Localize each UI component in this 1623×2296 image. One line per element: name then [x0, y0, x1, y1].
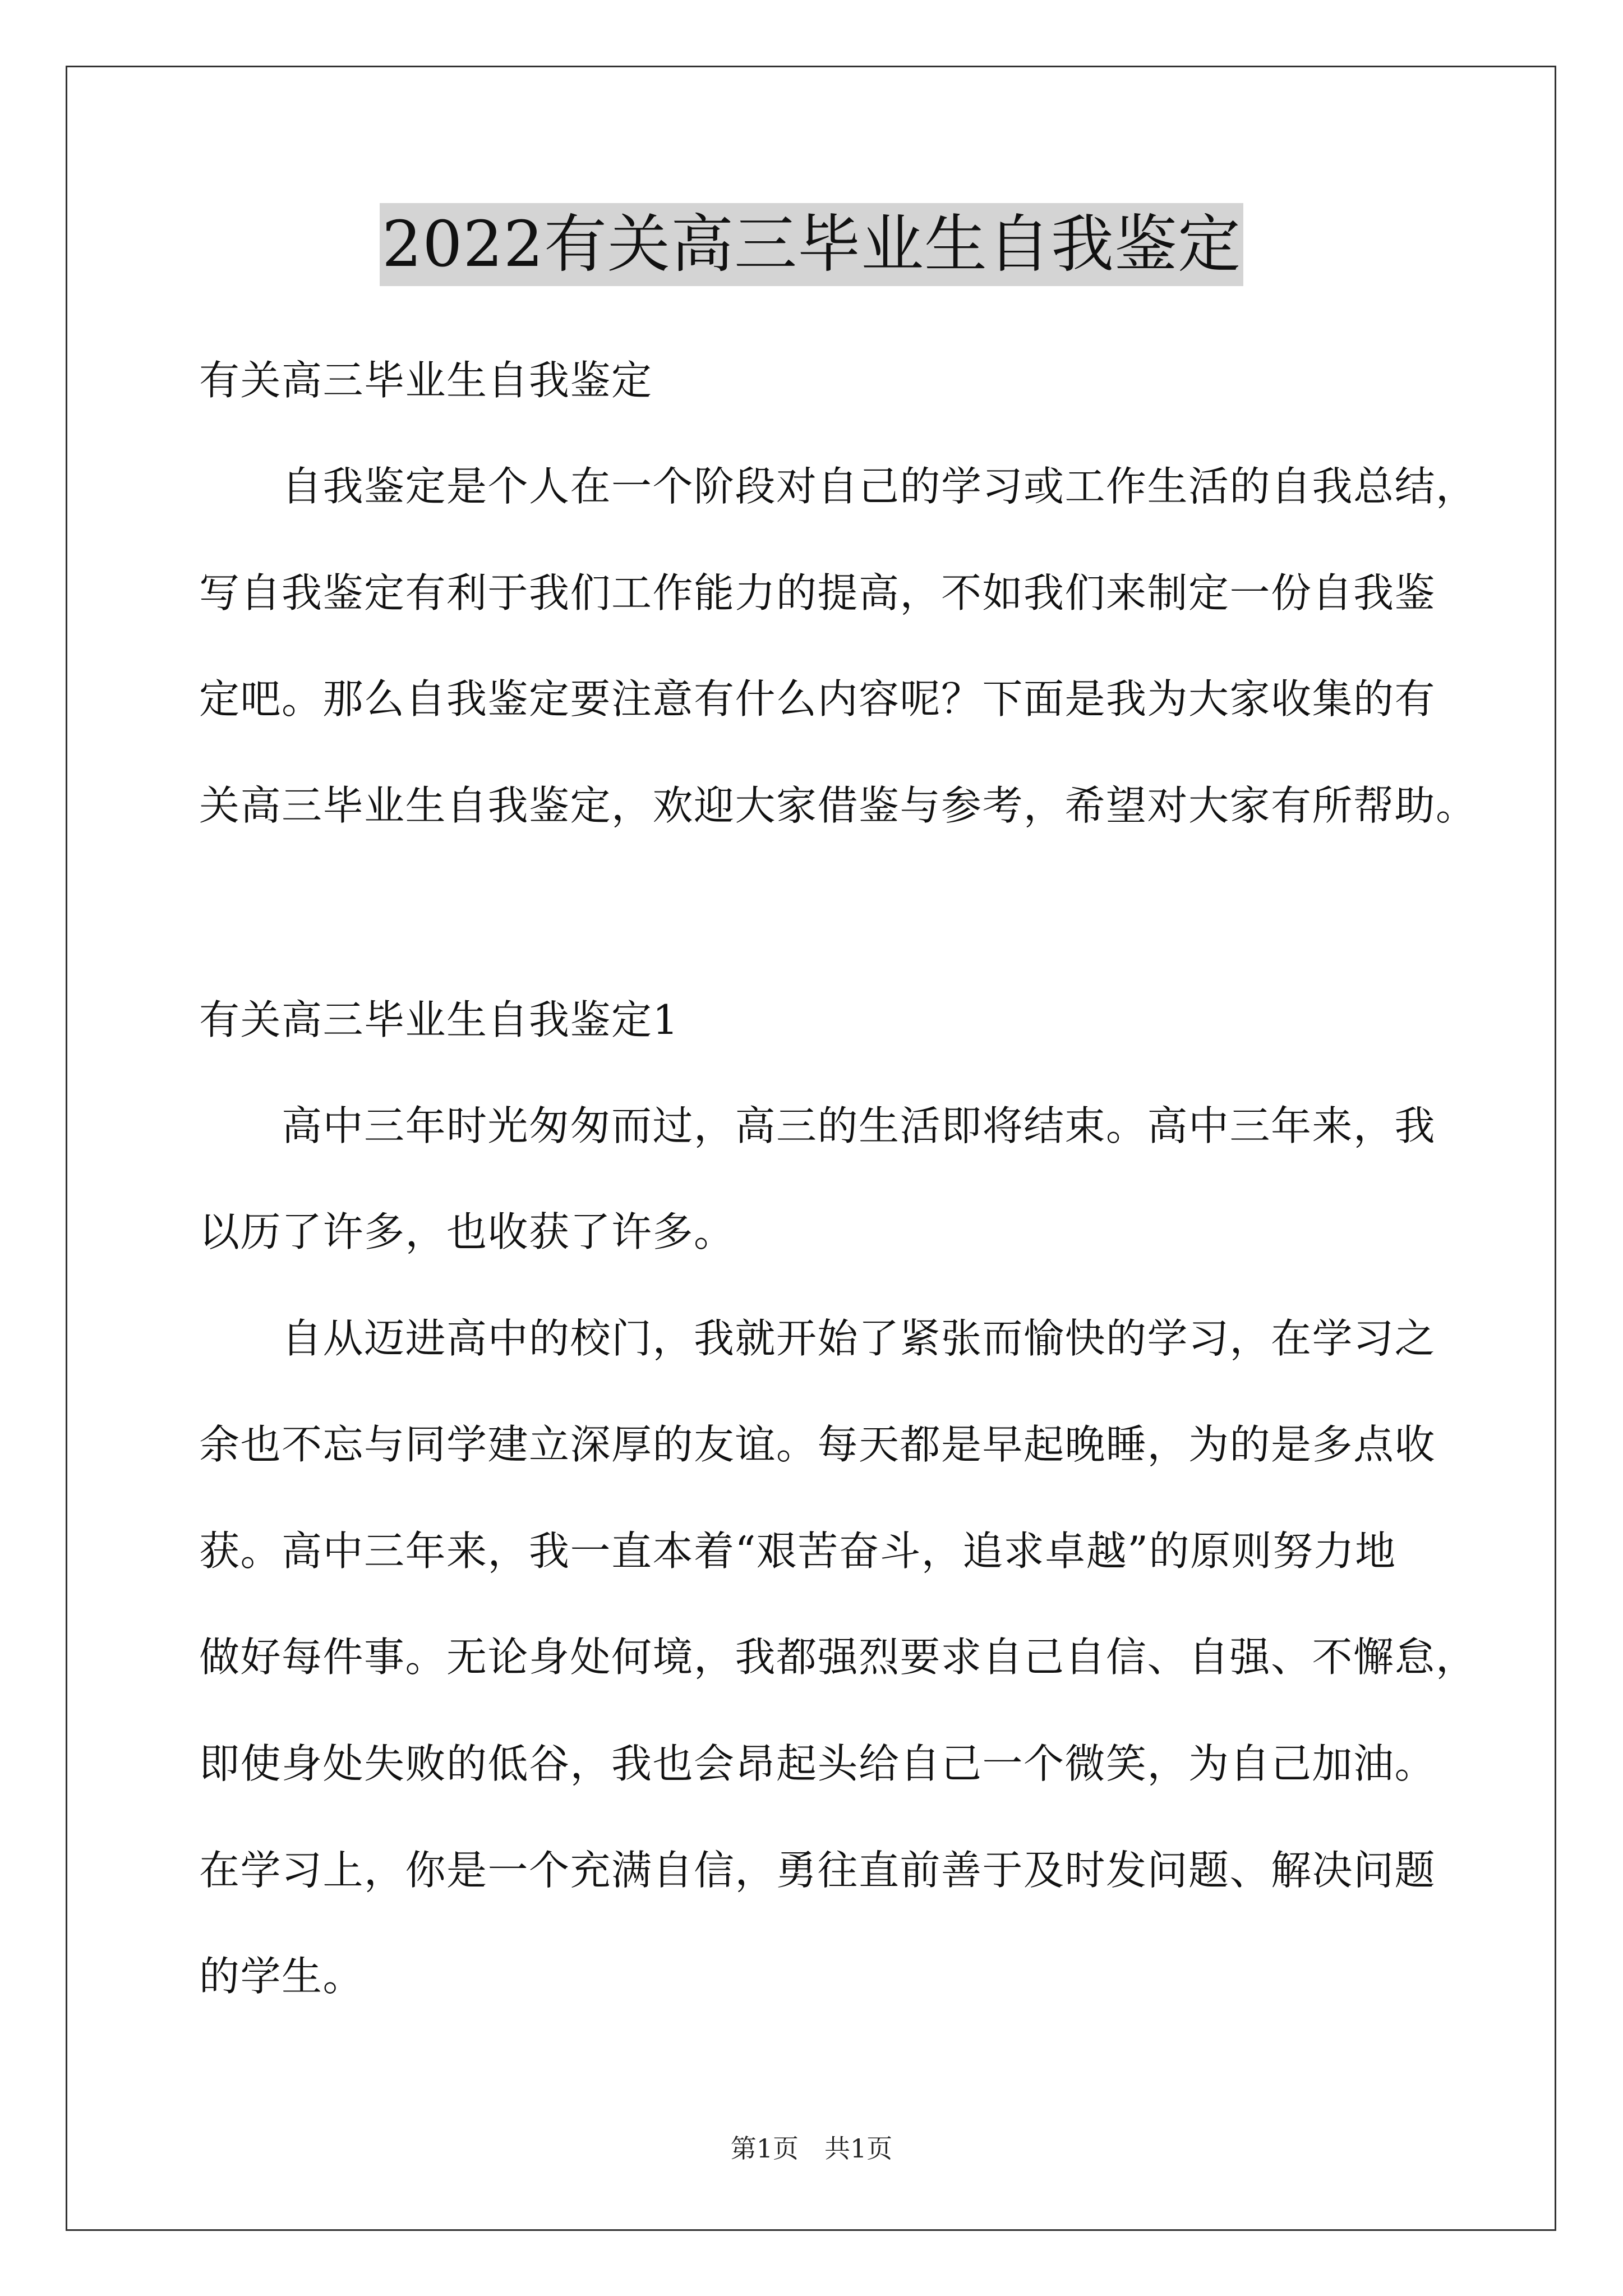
paragraph-line: 在学习上，你是一个充满自信，勇往直前善于及时发问题、解决问题 — [199, 1847, 1436, 1894]
document-title-text: 2022有关高三毕业生自我鉴定 — [380, 203, 1243, 286]
section-heading: 有关高三毕业生自我鉴定1 — [199, 996, 679, 1043]
paragraph-line: 以历了许多，也收获了许多。 — [199, 1208, 735, 1255]
paragraph-line: 定吧。那么自我鉴定要注意有什么内容呢？下面是我为大家收集的有 — [199, 675, 1436, 723]
paragraph-line: 关高三毕业生自我鉴定，欢迎大家借鉴与参考，希望对大家有所帮助。 — [199, 782, 1477, 829]
paragraph-line: 余也不忘与同学建立深厚的友谊。每天都是早起晚睡，为的是多点收 — [199, 1421, 1436, 1468]
paragraph-line: 写自我鉴定有利于我们工作能力的提高，不如我们来制定一份自我鉴 — [199, 569, 1436, 616]
paragraph-line: 高中三年时光匆匆而过，高三的生活即将结束。高中三年来，我 — [199, 1102, 1436, 1149]
paragraph-line: 获。高中三年来，我一直本着“艰苦奋斗，追求卓越”的原则努力地 — [199, 1527, 1396, 1575]
paragraph-line: 即使身处失败的低谷，我也会昂起头给自己一个微笑，为自己加油。 — [199, 1740, 1436, 1787]
paragraph-line: 自从迈进高中的校门，我就开始了紧张而愉快的学习，在学习之 — [199, 1315, 1436, 1362]
paragraph-line: 做好每件事。无论身处何境，我都强烈要求自己自信、自强、不懈怠， — [199, 1634, 1477, 1681]
document-title — [0, 203, 1623, 286]
page-number-footer: 第1页 共1页 — [730, 2133, 893, 2164]
paragraph-line: 自我鉴定是个人在一个阶段对自己的学习或工作生活的自我总结， — [199, 463, 1477, 510]
paragraph-line: 的学生。 — [199, 1953, 365, 2000]
subtitle-line: 有关高三毕业生自我鉴定 — [199, 357, 653, 404]
